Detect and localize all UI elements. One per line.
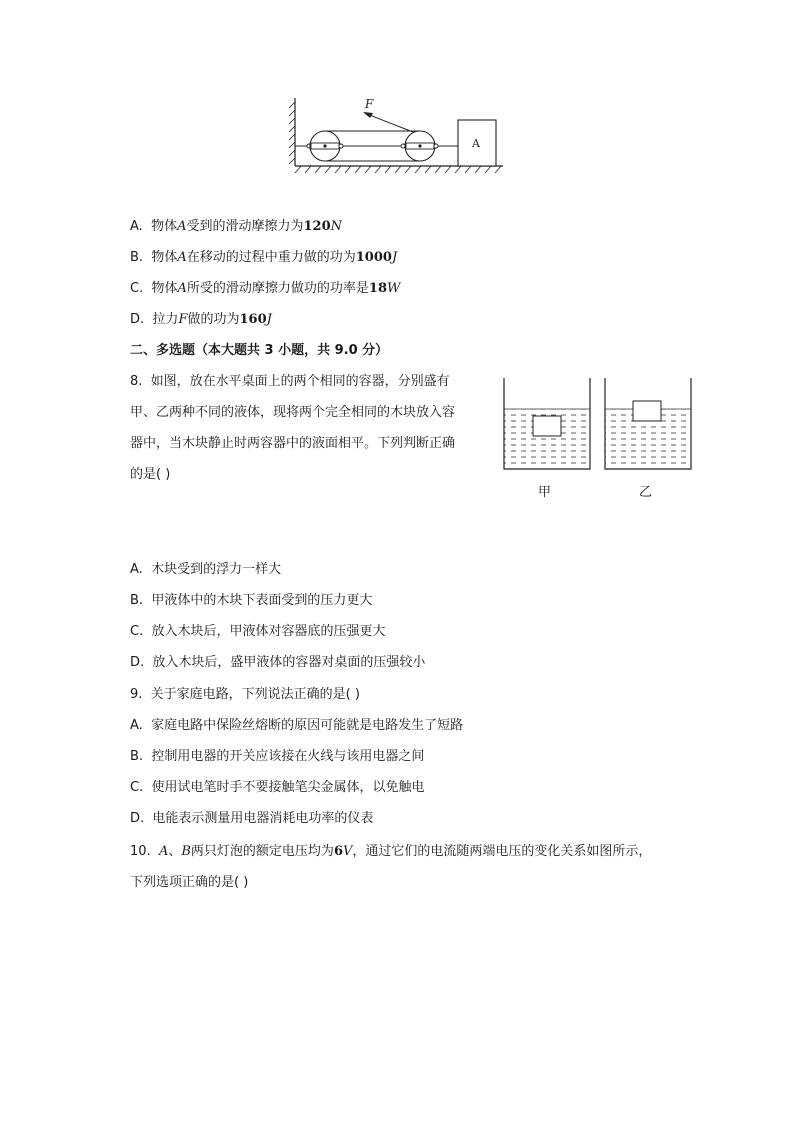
q7-option-b: B. 物体A在移动的过程中重力做的功为1000J [130,250,398,265]
q7-option-c: C. 物体A所受的滑动摩擦力做功的功率是18W [130,281,401,296]
q8-option-b: B. 甲液体中的木块下表面受到的压力更大 [130,593,373,608]
force-label: F [365,97,374,111]
q8-option-c: C. 放入木块后，甲液体对容器底的压强更大 [130,624,386,639]
pulley-diagram [285,94,510,180]
q8-stem-line-4: 的是( ) [130,467,171,482]
q9-option-d: D. 电能表示测量用电器消耗电功率的仪表 [130,811,374,826]
q10-stem-line-2: 下列选项正确的是( ) [130,875,249,890]
caption-yi: 乙 [639,485,653,500]
q9-option-a: A. 家庭电路中保险丝熔断的原因可能就是电路发生了短路 [130,718,464,733]
block-label: A [472,137,480,150]
q9-option-c: C. 使用试电笔时手不要接触笔尖金属体，以免触电 [130,780,425,795]
q8-option-d: D. 放入木块后，盛甲液体的容器对桌面的压强较小 [130,655,426,670]
q8-stem-line-3: 器中，当木块静止时两容器中的液面相平。下列判断正确 [130,436,456,451]
caption-jia: 甲 [538,485,552,500]
containers-diagram [500,376,695,472]
q8-option-a: A. 木块受到的浮力一样大 [130,562,282,577]
q7-option-a: A. 物体A受到的滑动摩擦力为120N [130,219,342,234]
q7-option-d: D. 拉力F做的功为160J [130,312,272,327]
q9-stem: 9. 关于家庭电路，下列说法正确的是( ) [130,687,360,702]
q8-stem-line-1: 8. 如图，放在水平桌面上的两个相同的容器，分别盛有 [130,374,450,389]
section-heading: 二、多选题（本大题共 3 小题，共 9.0 分） [130,343,389,358]
q9-option-b: B. 控制用电器的开关应该接在火线与该用电器之间 [130,749,425,764]
q8-stem-line-2: 甲、乙两种不同的液体，现将两个完全相同的木块放入容 [130,405,456,420]
q10-stem-line-1: 10. A、B两只灯泡的额定电压均为6V，通过它们的电流随两端电压的变化关系如图所示， [130,844,652,859]
